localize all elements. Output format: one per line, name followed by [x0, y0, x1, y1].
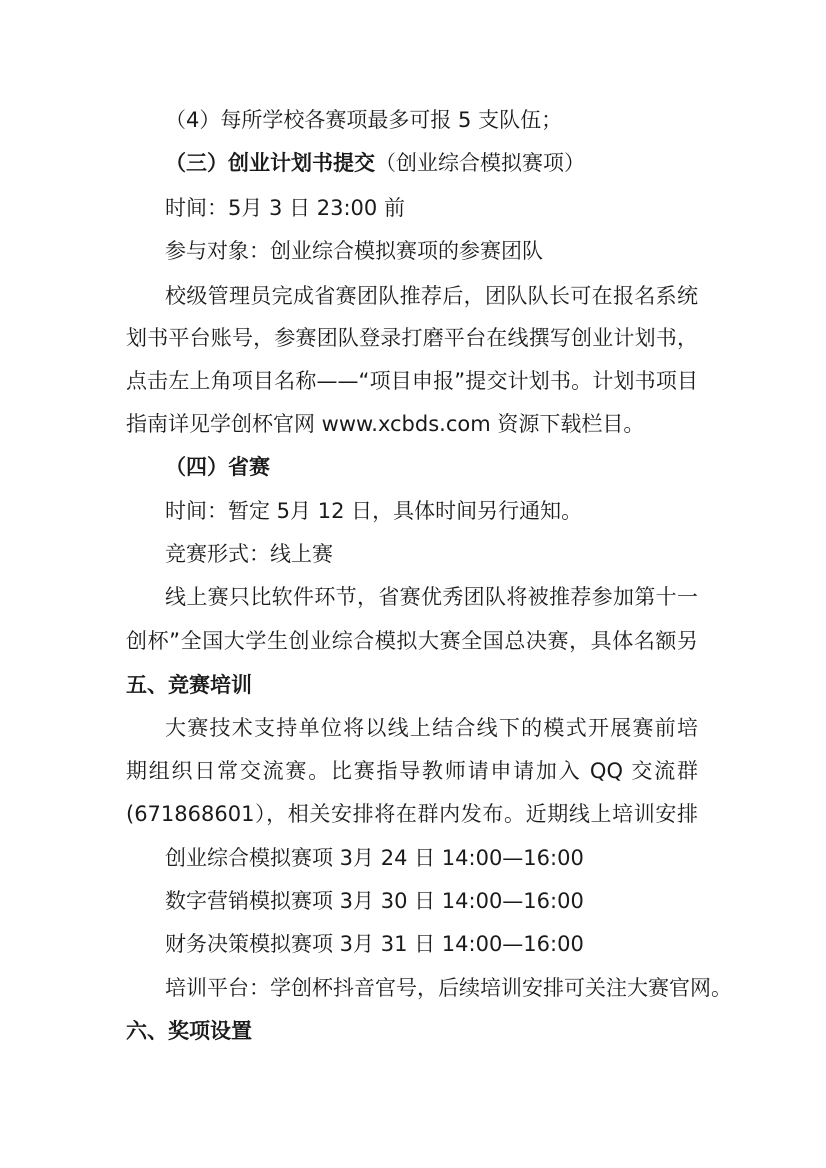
- paragraph-line: 指南详见学创杯官网 www.xcbds.com 资源下载栏目。: [126, 412, 645, 436]
- training-schedule-item: 数字营销模拟赛项 3月 30 日 14:00—16:00: [165, 889, 584, 913]
- paragraph-line: 期组织日常交流赛。比赛指导教师请申请加入 QQ 交流群: [126, 759, 698, 783]
- section-heading-4: （四）省赛: [165, 455, 270, 479]
- paragraph-line: 线上赛只比软件环节，省赛优秀团队将被推荐参加第十一: [165, 585, 698, 609]
- participants-line: 参与对象：创业综合模拟赛项的参赛团队: [165, 239, 543, 263]
- time-line-plan: 时间：5月 3 日 23:00 前: [165, 196, 405, 220]
- training-platform-line: 培训平台：学创杯抖音官号，后续培训安排可关注大赛官网。: [165, 976, 732, 1000]
- section-heading-3: [165, 148, 585, 178]
- paragraph-line: 点击左上角项目名称——“项目申报”提交计划书。计划书项目: [126, 369, 698, 393]
- training-schedule-item: 财务决策模拟赛项 3月 31 日 14:00—16:00: [165, 932, 584, 956]
- section-heading-3-note: （创业综合模拟赛项）: [375, 151, 585, 175]
- section-heading-5: 五、竞赛培训: [126, 673, 252, 697]
- paragraph-line: (671868601），相关安排将在群内发布。近期线上培训安排: [126, 802, 698, 826]
- paragraph-line: 校级管理员完成省赛团队推荐后，团队队长可在报名系统: [165, 284, 698, 308]
- section-heading-3-title: （三）创业计划书提交: [165, 151, 375, 175]
- format-line: 竞赛形式：线上赛: [165, 542, 333, 566]
- training-schedule-item: 创业综合模拟赛项 3月 24 日 14:00—16:00: [165, 846, 584, 870]
- paragraph-line: 大赛技术支持单位将以线上结合线下的模式开展赛前培: [165, 716, 698, 740]
- paragraph-line: 创杯”全国大学生创业综合模拟大赛全国总决赛，具体名额另: [126, 629, 698, 653]
- paragraph-line: 划书平台账号，参赛团队登录打磨平台在线撰写创业计划书，: [126, 326, 698, 350]
- time-line-provincial: 时间：暂定 5月 12 日，具体时间另行通知。: [165, 499, 583, 523]
- list-item-4: （4）每所学校各赛项最多可报 5 支队伍；: [165, 108, 563, 132]
- section-heading-6: 六、奖项设置: [126, 1019, 252, 1043]
